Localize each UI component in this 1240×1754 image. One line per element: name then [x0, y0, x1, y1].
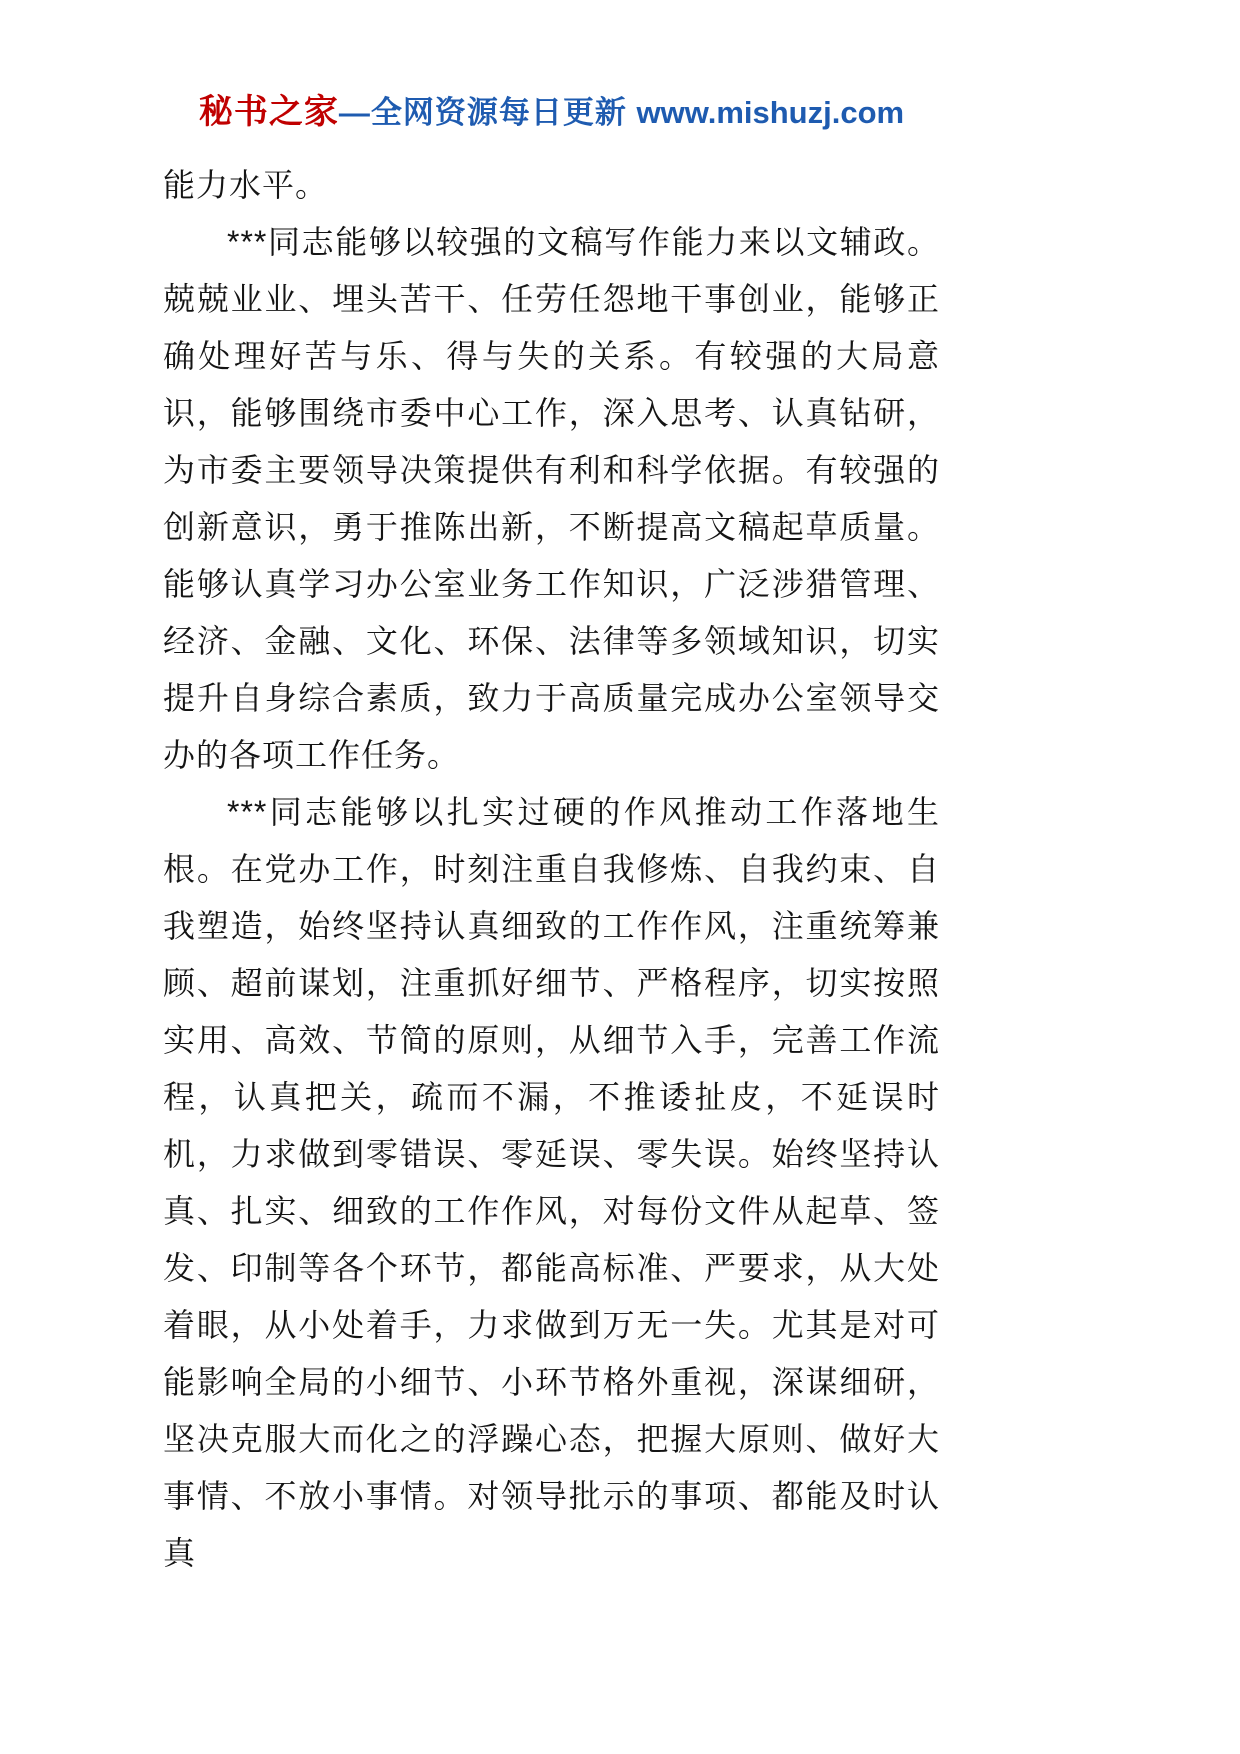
site-name: 秘书之家 [198, 93, 339, 131]
page-header [163, 90, 940, 141]
paragraph: ***同志能够以较强的文稿写作能力来以文辅政。兢兢业业、埋头苦干、任劳任怨地干事创业，能够正确处理好苦与乐、得与失的关系。有较强的大局意识，能够围绕市委中心工作，深入思考、认真钻研，为市委主要领导决策提供有利和科学依据。有较强的创新意识，勇于推陈出新，不断提高文稿起草质量。能够认真学习办公室业务工作知识，广泛涉猎管理、经济、金融、文化、环保、法律等多领域知识，切实提升自身综合素质，致力于高质量完成办公室领导交办的各项工作任务。 [163, 224, 940, 773]
paragraph-continuation: 能力水平。 [163, 167, 329, 203]
header-tagline: —全网资源每日更新 [338, 95, 637, 130]
document-body [163, 157, 940, 1582]
site-url-link[interactable]: www.mishuzj.com [636, 95, 905, 130]
paragraph: ***同志能够以扎实过硬的作风推动工作落地生根。在党办工作，时刻注重自我修炼、自我约束、自我塑造，始终坚持认真细致的工作作风，注重统筹兼顾、超前谋划，注重抓好细节、严格程序，切实按照实用、高效、节简的原则，从细节入手，完善工作流程，认真把关，疏而不漏，不推诿扯皮，不延误时机，力求做到零错误、零延误、零失误。始终坚持认真、扎实、细致的工作作风，对每份文件从起草、签发、印制等各个环节，都能高标准、严要求，从大处着眼，从小处着手，力求做到万无一失。尤其是对可能影响全局的小细节、小环节格外重视，深谋细研，坚决克服大而化之的浮躁心态，把握大原则、做好大事情、不放小事情。对领导批示的事项、都能及时认真 [163, 794, 940, 1571]
